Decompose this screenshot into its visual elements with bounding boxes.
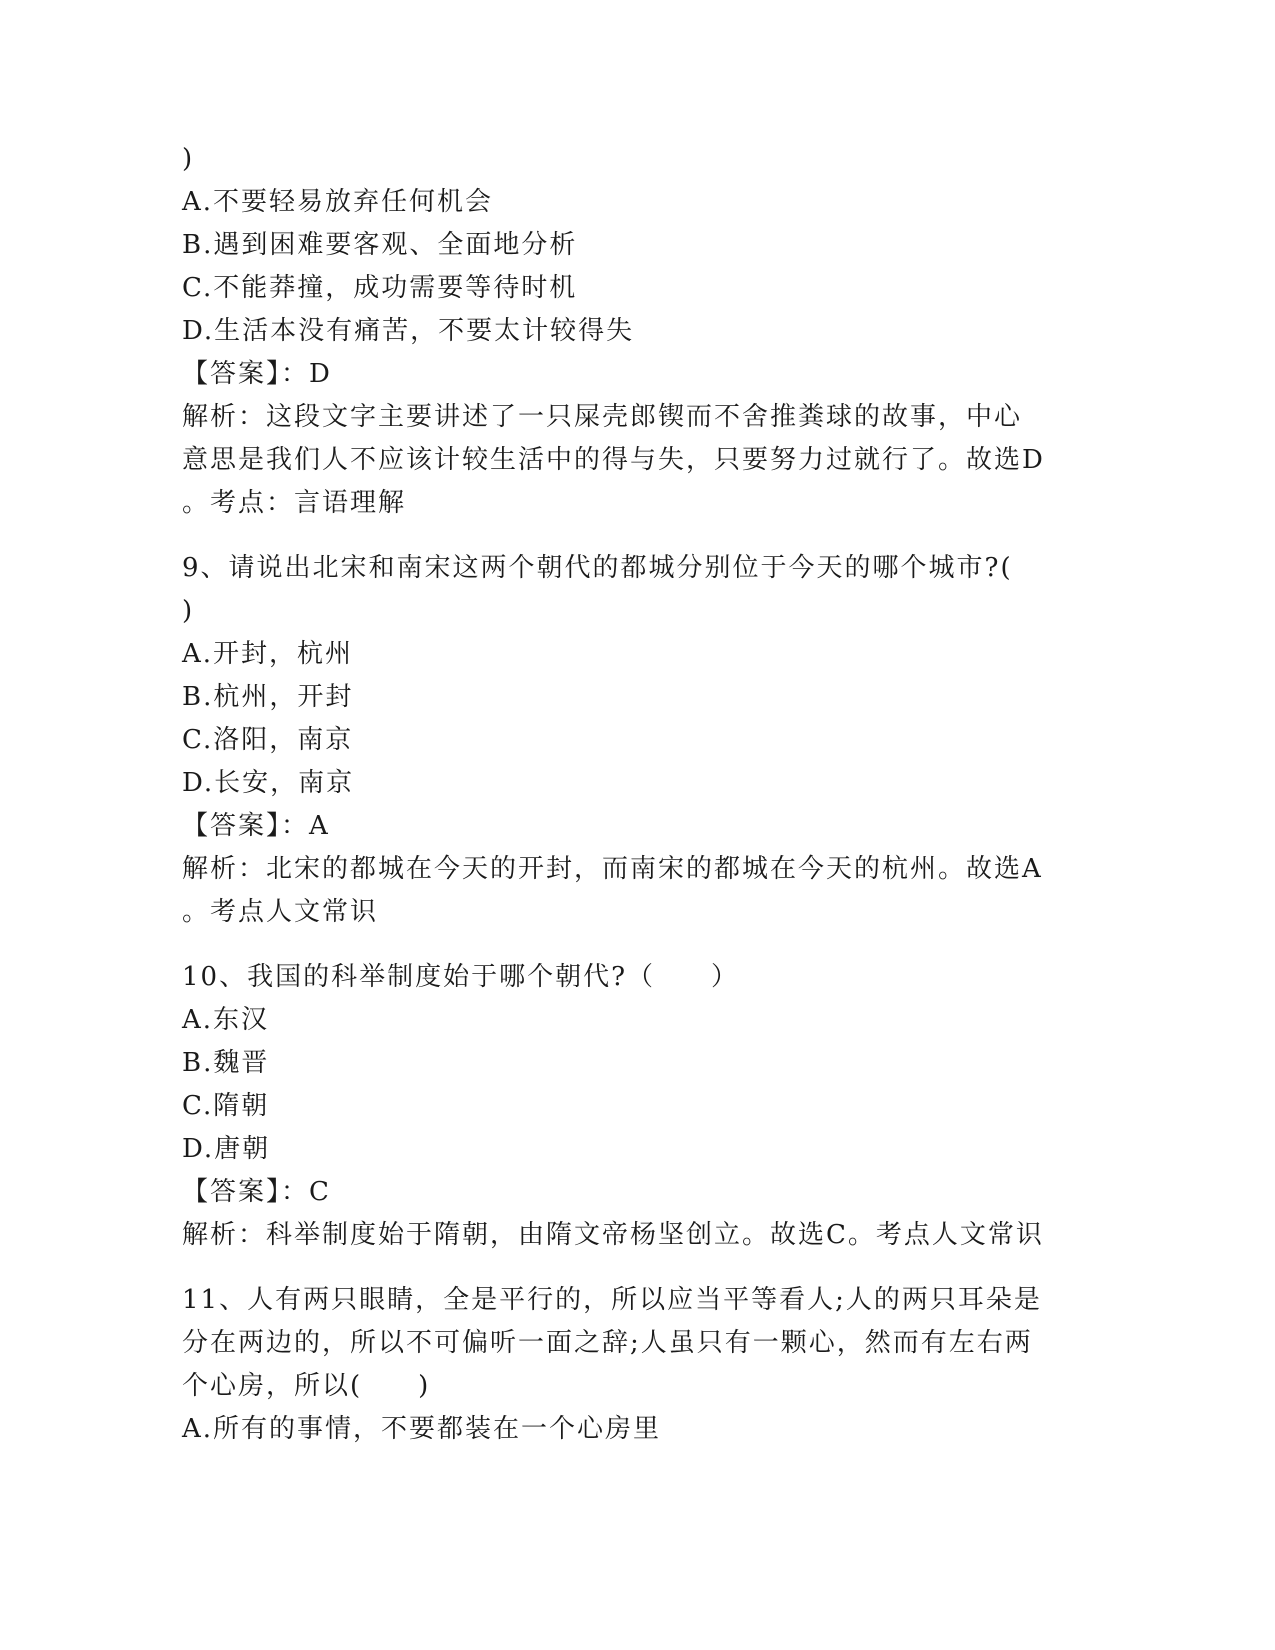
question-10-option-c: C.隋朝 <box>182 1091 270 1121</box>
question-9-analysis-line: 。考点人文常识 <box>182 897 379 927</box>
question-8-option-b: B.遇到困难要客观、全面地分析 <box>182 230 578 260</box>
document-page <box>182 138 1082 1451</box>
question-10-option-d: D.唐朝 <box>182 1134 271 1164</box>
question-8-answer: 【答案】：D <box>182 359 332 389</box>
question-11-block <box>182 1279 1082 1451</box>
question-11-stem: 个心房，所以( ) <box>182 1371 431 1401</box>
question-8-block <box>182 138 1082 525</box>
question-9-stem: ) <box>182 596 195 626</box>
question-11-stem: 11、人有两只眼睛，全是平行的，所以应当平等看人;人的两只耳朵是 <box>182 1285 1042 1315</box>
question-9-answer: 【答案】：A <box>182 811 330 841</box>
question-8-option-c: C.不能莽撞，成功需要等待时机 <box>182 273 578 303</box>
question-9-analysis-line: 解析：北宋的都城在今天的开封，而南宋的都城在今天的杭州。故选A <box>182 854 1043 884</box>
question-8-analysis-line: 。考点：言语理解 <box>182 488 407 518</box>
question-8-option-a: A.不要轻易放弃任何机会 <box>182 187 494 217</box>
question-9-option-c: C.洛阳，南京 <box>182 725 354 755</box>
question-9-stem: 9、请说出北宋和南宋这两个朝代的都城分别位于今天的哪个城市?( <box>182 553 1013 583</box>
question-8-stem-end: ) <box>182 144 195 174</box>
question-8-option-d: D.生活本没有痛苦，不要太计较得失 <box>182 316 635 346</box>
question-11-option-a: A.所有的事情，不要都装在一个心房里 <box>182 1414 662 1444</box>
question-10-stem: 10、我国的科举制度始于哪个朝代?（ ） <box>182 962 740 992</box>
question-11-stem: 分在两边的，所以不可偏听一面之辞;人虽只有一颗心，然而有左右两 <box>182 1328 1033 1358</box>
spacer <box>182 1257 1082 1279</box>
question-9-option-d: D.长安，南京 <box>182 768 355 798</box>
question-10-analysis-line: 解析：科举制度始于隋朝，由隋文帝杨坚创立。故选C。考点人文常识 <box>182 1220 1044 1250</box>
question-10-option-b: B.魏晋 <box>182 1048 270 1078</box>
spacer <box>182 934 1082 956</box>
question-9-block <box>182 547 1082 934</box>
question-8-analysis-line: 意思是我们人不应该计较生活中的得与失，只要努力过就行了。故选D <box>182 445 1045 475</box>
spacer <box>182 525 1082 547</box>
question-10-option-a: A.东汉 <box>182 1005 270 1035</box>
question-9-option-a: A.开封，杭州 <box>182 639 354 669</box>
question-10-answer: 【答案】：C <box>182 1177 331 1207</box>
question-10-block <box>182 956 1082 1257</box>
question-8-analysis-line: 解析：这段文字主要讲述了一只屎壳郎锲而不舍推粪球的故事，中心 <box>182 402 1023 432</box>
question-9-option-b: B.杭州，开封 <box>182 682 354 712</box>
